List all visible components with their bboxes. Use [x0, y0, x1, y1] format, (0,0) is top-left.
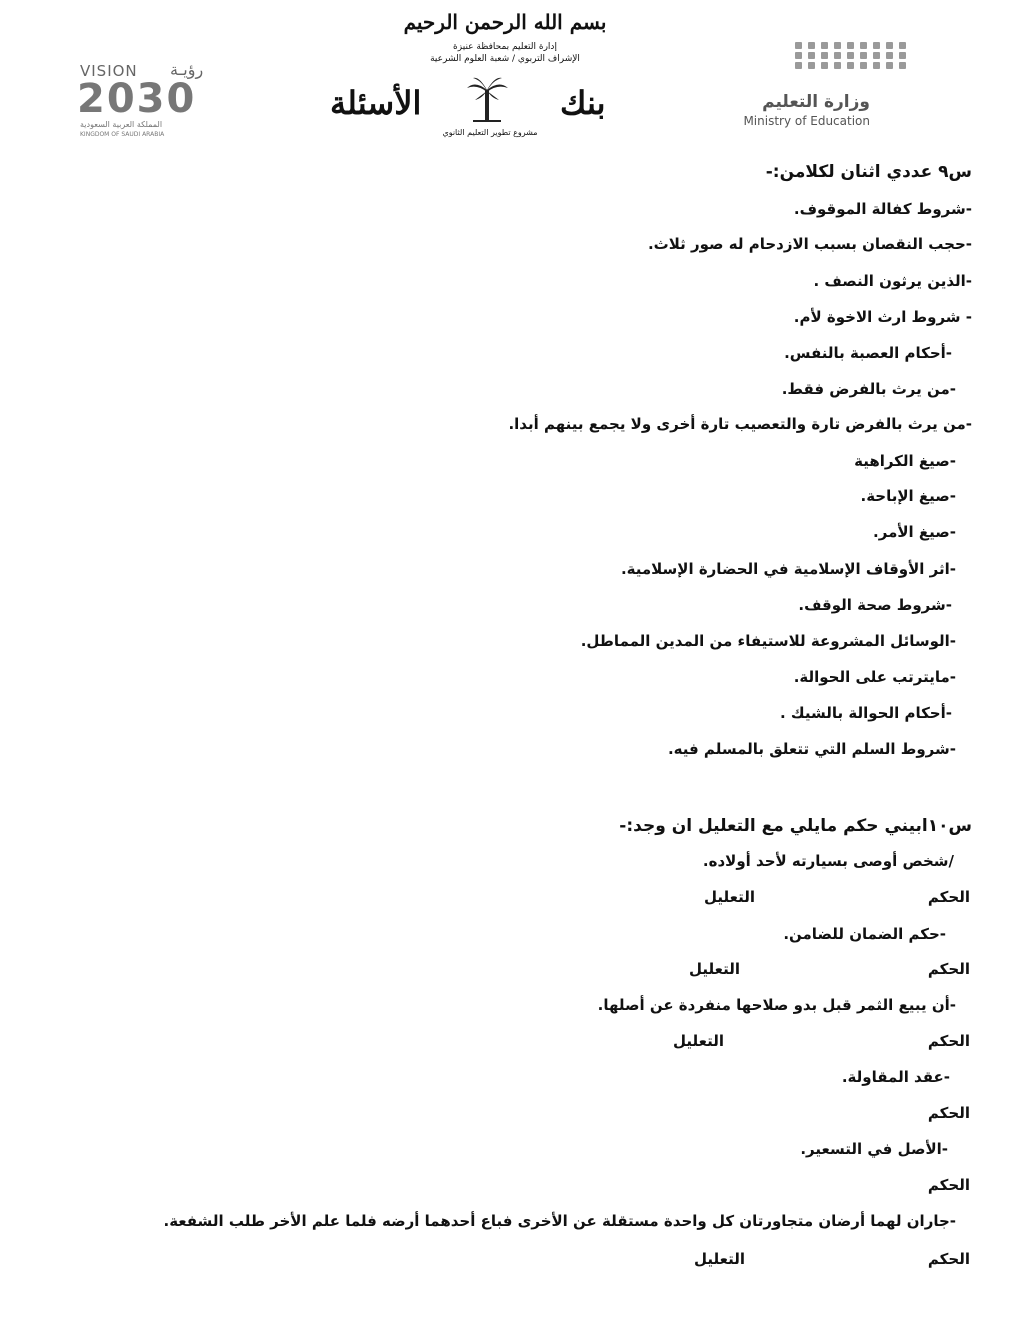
list-item: - شروط ارث الاخوة لأم. [793, 308, 972, 326]
reason-label: التعليل [689, 960, 740, 978]
reason-label: التعليل [673, 1032, 724, 1050]
list-item: -الذين يرثون النصف . [813, 272, 972, 290]
list-item: -من يرث بالفرض فقط. [781, 380, 956, 398]
ruling-label: الحكم [927, 888, 970, 906]
list-item: -أحكام الحوالة بالشيك . [779, 704, 952, 722]
case-text: -حكم الضمان للضامن. [783, 925, 946, 943]
list-item: -اثر الأوقاف الإسلامية في الحضارة الإسلامية. [620, 560, 956, 578]
palm-tree-icon [465, 74, 510, 124]
ruling-label: الحكم [927, 1032, 970, 1050]
list-item: -مايترتب على الحوالة. [793, 668, 956, 686]
list-item: -صيغ الإباحة. [860, 487, 956, 505]
supervision-line: الإشراف التربوي / شعبة العلوم الشرعية [430, 54, 580, 64]
ministry-name-ar: وزارة التعليم [762, 92, 870, 112]
list-item: -حجب النقصان بسبب الازدحام له صور ثلاث. [647, 235, 972, 253]
case-text: -جاران لهما أرضان متجاورتان كل واحدة مستقلة عن الأخرى فباع أحدهما أرضه فلما علم الأخر طلب الشفعة. [163, 1212, 956, 1230]
case-text: -أن يبيع الثمر قبل بدو صلاحها منفردة عن أصلها. [597, 996, 956, 1014]
list-item: -الوسائل المشروعة للاستيفاء من المدين المماطل. [580, 632, 956, 650]
list-item: -أحكام العصبة بالنفس. [784, 344, 952, 362]
kingdom-ar: المملكة العربية السعودية [80, 120, 163, 129]
project-caption: مشروع تطوير التعليم الثانوي [442, 128, 538, 137]
question-9-title: س٩ عددي اثنان لكلامن:- [765, 162, 972, 182]
case-text: /شخص أوصى بسيارته لأحد أولاده. [702, 852, 954, 870]
directorate-line: إدارة التعليم بمحافظة عنيزة [453, 42, 557, 52]
questions-word: الأسئلة [330, 84, 422, 122]
list-item: -من يرث بالفرض تارة والتعصيب تارة أخرى ولا يجمع بينهم أبدا. [508, 415, 972, 433]
ruling-label: الحكم [927, 960, 970, 978]
list-item: -صيغ الأمر. [873, 523, 956, 541]
ruling-label: الحكم [927, 1104, 970, 1122]
vision-2030-logo [75, 62, 240, 142]
ministry-dots-icon [795, 42, 909, 69]
vision-year: 2030 [77, 76, 197, 122]
case-text: -الأصل في التسعير. [800, 1140, 948, 1158]
kingdom-en: KINGDOM OF SAUDI ARABIA [80, 131, 165, 138]
list-item: -شروط صحة الوقف. [798, 596, 952, 614]
header [0, 0, 1020, 150]
reason-label: التعليل [694, 1250, 745, 1268]
question-bank-logo [325, 70, 645, 145]
list-item: -شروط كفالة الموقوف. [793, 200, 972, 218]
question-10-title: س١٠ابيني حكم مايلي مع التعليل ان وجد:- [619, 816, 972, 836]
bank-word: بنك [560, 84, 606, 122]
list-item: -صيغ الكراهية [854, 452, 956, 470]
ruling-label: الحكم [927, 1250, 970, 1268]
reason-label: التعليل [704, 888, 755, 906]
vision-en: VISION [80, 62, 138, 80]
vision-ar: رؤيـة [170, 60, 204, 79]
ministry-logo [720, 40, 920, 135]
ministry-name-en: Ministry of Education [743, 114, 870, 128]
ruling-label: الحكم [927, 1176, 970, 1194]
list-item: -شروط السلم التي تتعلق بالمسلم فيه. [667, 740, 956, 758]
basmala: بسم الله الرحمن الرحيم [403, 10, 607, 34]
case-text: -عقد المقاولة. [841, 1068, 950, 1086]
